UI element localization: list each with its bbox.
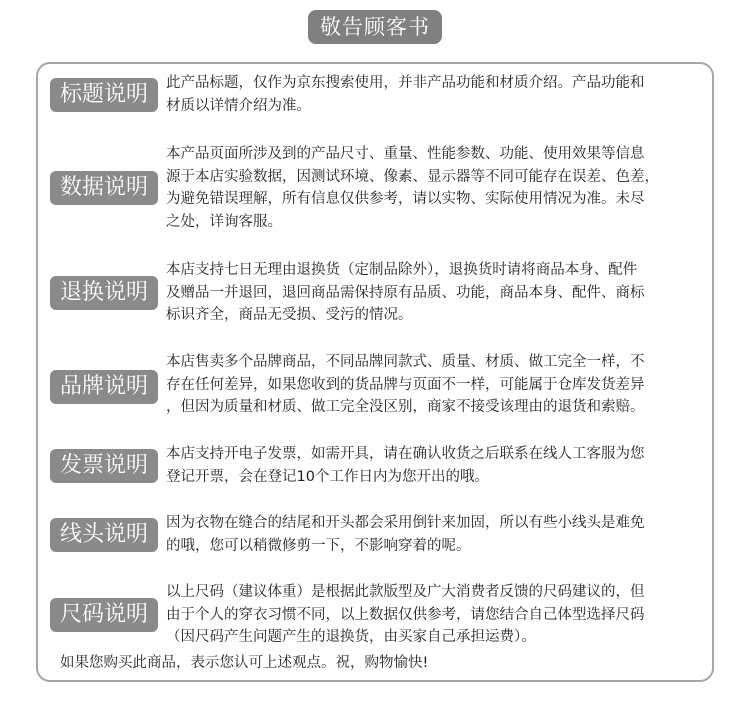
section-label: 尺码说明 [50,598,158,632]
section-label: 数据说明 [50,171,158,205]
section-text: 因为衣物在缝合的结尾和开头都会采用倒针来加固，所以有些小线头是难免 的哦，您可以稍微修剪一下，不影响穿着的呢。 [166,515,645,554]
section-text: 本店支持七日无理由退换货（定制品除外），退换货时请将商品本身、配件 及赠品一并退回，退回商品需保持原有品质、功能，商品本身、配件、商标 标识齐全，商品无受损、受污的情况。 [166,262,645,323]
section-label: 标题说明 [50,78,158,112]
section-label: 发票说明 [50,449,158,483]
section-text: 此产品标题，仅作为京东搜索使用，并非产品功能和材质介绍。产品功能和 材质以详情介绍为准。 [166,75,645,114]
section-text: 以上尺码（建议体重）是根据此款版型及广大消费者反馈的尺码建议的，但 由于个人的穿衣习惯不同，以上数据仅供参考，请您结合自己体型选择尺码 （因尺码产生问题产生的退换货，由买家自己承担运费）。 [166,584,645,645]
page-title: 敬告顾客书 [308,10,442,44]
section-text: 本店售卖多个品牌商品，不同品牌同款式、质量、材质、做工完全一样，不 存在任何差异，如果您收到的货品牌与页面不一样，可能属于仓库发货差异 ，但因为质量和材质、做工完全没区别，商家不接受该理由的退货和索赔。 [166,354,645,415]
closing-note: 如果您购买此商品，表示您认可上述观点。祝，购物愉快! [60,655,429,671]
section-label: 线头说明 [50,518,158,552]
section-text: 本店支持开电子发票，如需开具，请在确认收货之后联系在线人工客服为您 登记开票，会在登记10个工作日内为您开出的哦。 [166,446,645,485]
section-text: 本产品页面所涉及到的产品尺寸、重量、性能参数、功能、使用效果等信息 源于本店实验数据，因测试环境、像素、显示器等不同可能存在误差、色差， 为避免错误理解，所有信息仅供参考，请以实物、实际使用情况为准。未尽 之处，详询客服。 [166,146,659,230]
section-label: 品牌说明 [50,370,158,404]
section-label: 退换说明 [50,276,158,310]
